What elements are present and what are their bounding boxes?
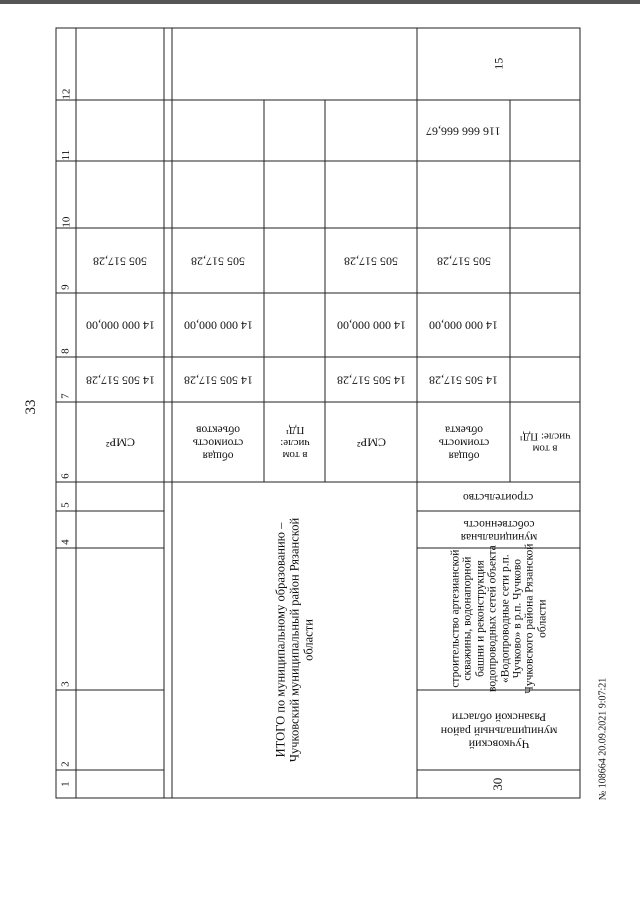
- district-cell: Чучковский муниципальный район Рязанской области: [440, 710, 557, 752]
- col-number-11: 11: [59, 149, 72, 161]
- incl-pd-label-2: в том числе: ПД¹: [519, 430, 571, 455]
- ownership-cell: муниципальная собственность: [460, 517, 537, 543]
- page-number: 33: [23, 399, 39, 415]
- col-number-5: 5: [59, 502, 72, 508]
- value-cell: 14 505 517,28: [429, 373, 498, 388]
- col-number-2: 2: [59, 761, 72, 767]
- col-number-3: 3: [59, 681, 72, 687]
- object-name-cell: строительство артезианской скважины, водонапорной башни и реконструкция водопроводных сетей объекта «Водопроводные сети р.п. Чучково» в р.п. Чучково Чучковского района Рязанской области: [448, 544, 548, 694]
- row-number-30: 30: [490, 777, 506, 791]
- value-cell: 14 505 517,28: [336, 373, 406, 388]
- col-number-9: 9: [59, 284, 72, 290]
- col-number-6: 6: [59, 473, 72, 479]
- col-number-1: 1: [59, 781, 72, 787]
- col-number-7: 7: [59, 393, 72, 399]
- total-cost-label-2: общая стоимость объекта: [438, 423, 489, 462]
- value-cell: 14 000 000,00: [183, 318, 253, 333]
- col-number-4: 4: [59, 539, 72, 545]
- value-cell: 14 000 000,00: [336, 318, 406, 333]
- value-cell: 505 517,28: [436, 254, 491, 269]
- value-cell: 116 666 666,67: [426, 124, 501, 139]
- col-number-8: 8: [59, 348, 72, 354]
- value-cell: 15: [490, 58, 505, 70]
- total-cost-label-1: общая стоимость объектов: [192, 423, 244, 462]
- incl-pd-label-1: в том числе: ПД¹: [279, 423, 310, 461]
- value-cell: 505 517,28: [191, 254, 245, 269]
- value-cell: 14 505 517,28: [183, 373, 253, 388]
- value-cell: 505 517,28: [93, 254, 147, 269]
- col-number-12: 12: [59, 88, 72, 100]
- value-cell: 14 000 000,00: [85, 318, 155, 333]
- value-cell: 14 000 000,00: [429, 318, 498, 333]
- col-number-10: 10: [59, 216, 72, 228]
- value-cell: 14 505 517,28: [85, 373, 155, 388]
- work-type-cell: строительство: [463, 490, 534, 503]
- smr-label-1: СМР²: [105, 435, 135, 450]
- value-cell: 505 517,28: [344, 254, 398, 269]
- document-stamp: № 108664 20.09.2021 9:07:21: [597, 677, 609, 801]
- itogo-label-cell: ИТОГО по муниципальному образованию – Чучковский муниципальный район Рязанской области: [273, 517, 316, 763]
- smr-label-2: СМР²: [356, 435, 386, 450]
